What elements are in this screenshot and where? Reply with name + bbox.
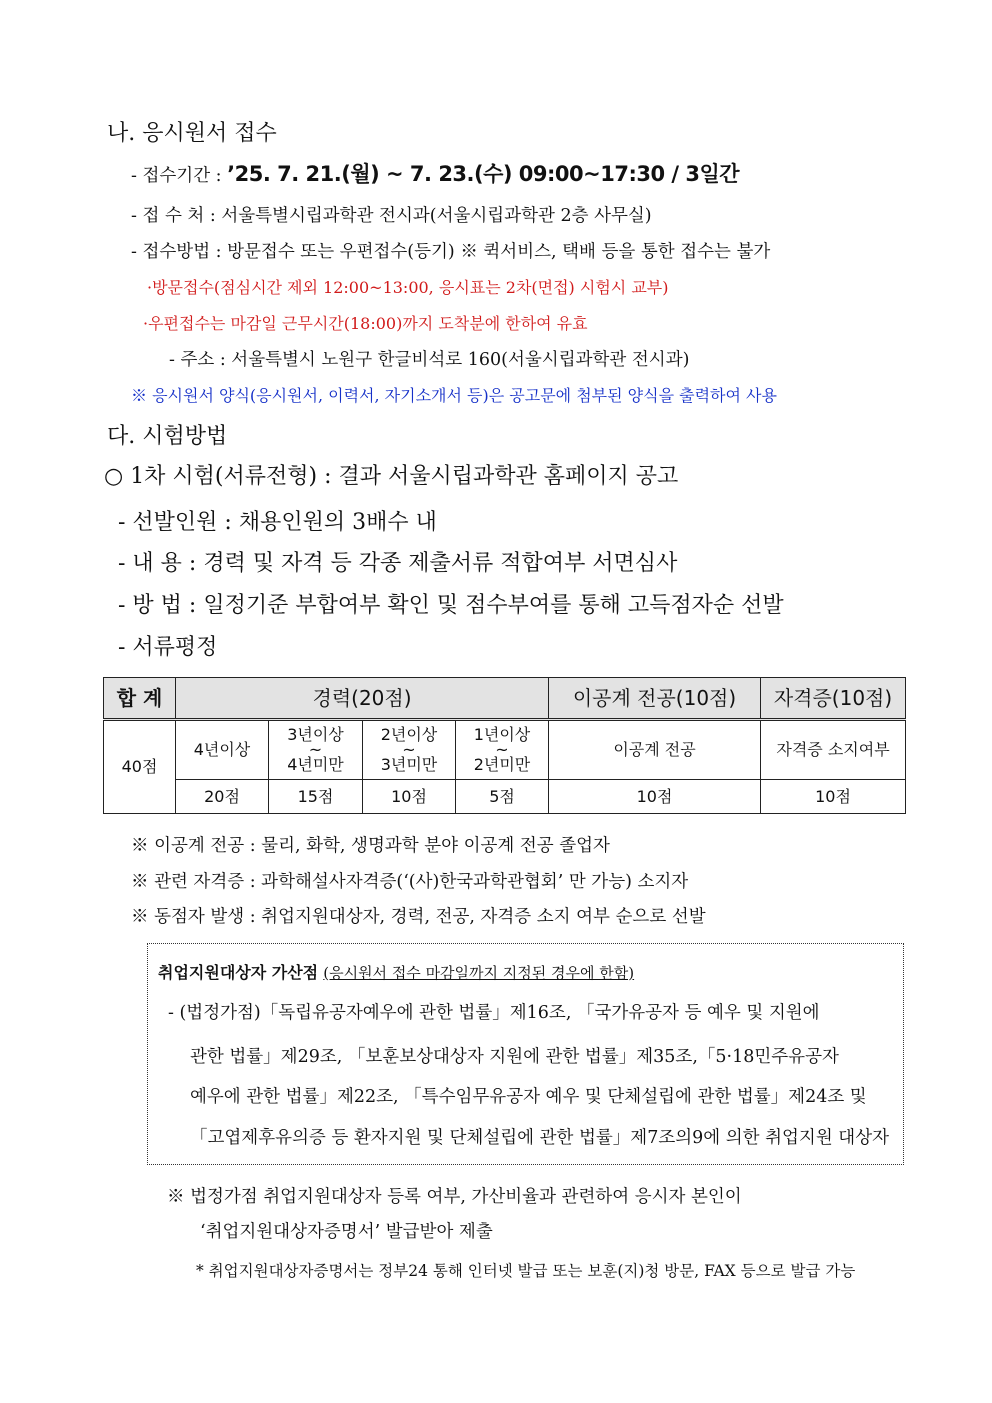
section-b-heading: 나. 응시원서 접수 [107, 121, 277, 146]
header-career: 경력(20점) [176, 678, 549, 720]
first-exam-line: ○ 1차 시험(서류전형) : 결과 서울시립과학관 홈페이지 공고 [104, 464, 679, 489]
score-table [103, 677, 906, 814]
career-range-cell: 2년이상 ~ 3년미만 [363, 720, 456, 780]
content-line: - 내 용 : 경력 및 자격 등 각종 제출서류 적합여부 서면심사 [118, 551, 678, 576]
method-c-line: - 방 법 : 일정기준 부합여부 확인 및 점수부여를 통해 고득점자순 선발 [118, 593, 784, 618]
period-row [131, 158, 739, 188]
table-row-criteria [104, 720, 906, 780]
section-c-heading: 다. 시험방법 [107, 424, 228, 449]
period-value: ’25. 7. 21.(월) ~ 7. 23.(수) 09:00~17:30 / 3일간 [227, 162, 740, 186]
period-label: - 접수기간 : [131, 166, 228, 186]
career-range-cell: 3년이상 ~ 4년미만 [269, 720, 363, 780]
major-desc-cell: 이공계 전공 [549, 720, 761, 780]
note-tie: ※ 동점자 발생 : 취업지원대상자, 경력, 전공, 자격증 소지 여부 순으로 선발 [131, 907, 706, 927]
bonus-line: 「고엽제후유의증 등 환자지원 및 단체설립에 관한 법률」제7조의9에 의한 취업지원 대상자 [190, 1128, 890, 1148]
footer-note-line1: ※ 법정가점 취업지원대상자 등록 여부, 가산비율과 관련하여 응시자 본인이 [167, 1187, 742, 1207]
bonus-title-note: (응시원서 접수 마감일까지 지정된 경우에 한함) [323, 964, 635, 982]
cert-desc-cell: 자격증 소지여부 [761, 720, 906, 780]
bonus-title-row [158, 960, 634, 983]
evaluation-line: - 서류평정 [118, 635, 218, 660]
career-score-cell: 10점 [363, 780, 456, 814]
header-major: 이공계 전공(10점) [549, 678, 761, 720]
major-score-cell: 10점 [549, 780, 761, 814]
mail-note: ·우편접수는 마감일 근무시간(18:00)까지 도착분에 한하여 유효 [143, 314, 588, 333]
bonus-line: - (법정가점)「독립유공자예우에 관한 법률」제16조, 「국가유공자 등 예우 및 지원에 [168, 1003, 820, 1023]
form-note: ※ 응시원서 양식(응시원서, 이력서, 자기소개서 등)은 공고문에 첨부된 양식을 출력하여 사용 [131, 386, 777, 405]
selection-line: - 선발인원 : 채용인원의 3배수 내 [118, 510, 437, 535]
note-cert: ※ 관련 자격증 : 과학해설사자격증(‘(사)한국과학관협회’ 만 가능) 소지자 [131, 872, 689, 892]
header-cert: 자격증(10점) [761, 678, 906, 720]
career-score-cell: 20점 [176, 780, 269, 814]
total-score-cell: 40점 [104, 720, 176, 814]
place-line: - 접 수 처 : 서울특별시립과학관 전시과(서울시립과학관 2층 사무실) [131, 206, 652, 226]
bonus-title: 취업지원대상자 가산점 [158, 963, 319, 982]
footer-note-line2: ‘취업지원대상자증명서’ 발급받아 제출 [200, 1222, 493, 1242]
career-score-cell: 15점 [269, 780, 363, 814]
address-line: - 주소 : 서울특별시 노원구 한글비석로 160(서울시립과학관 전시과) [169, 350, 690, 370]
bonus-line: 관한 법률」제29조, 「보훈보상대상자 지원에 관한 법률」제35조,「5·18민주유공자 [190, 1047, 839, 1067]
career-score-cell: 5점 [456, 780, 549, 814]
table-row-scores [104, 780, 906, 814]
method-line: - 접수방법 : 방문접수 또는 우편접수(등기) ※ 퀵서비스, 택배 등을 통한 접수는 불가 [131, 242, 771, 262]
bonus-line: 예우에 관한 법률」제22조, 「특수임무유공자 예우 및 단체설립에 관한 법률」제24조 및 [190, 1087, 867, 1107]
footer-asterisk-note: * 취업지원대상자증명서는 정부24 통해 인터넷 발급 또는 보훈(지)청 방문, FAX 등으로 발급 가능 [196, 1262, 856, 1280]
score-table-header [104, 678, 906, 720]
cert-score-cell: 10점 [761, 780, 906, 814]
visit-note: ·방문접수(점심시간 제외 12:00~13:00, 응시표는 2차(면접) 시험시 교부) [147, 278, 669, 297]
header-total: 합 계 [104, 678, 176, 720]
career-range-cell: 4년이상 [176, 720, 269, 780]
career-range-cell: 1년이상 ~ 2년미만 [456, 720, 549, 780]
note-major: ※ 이공계 전공 : 물리, 화학, 생명과학 분야 이공계 전공 졸업자 [131, 836, 610, 856]
